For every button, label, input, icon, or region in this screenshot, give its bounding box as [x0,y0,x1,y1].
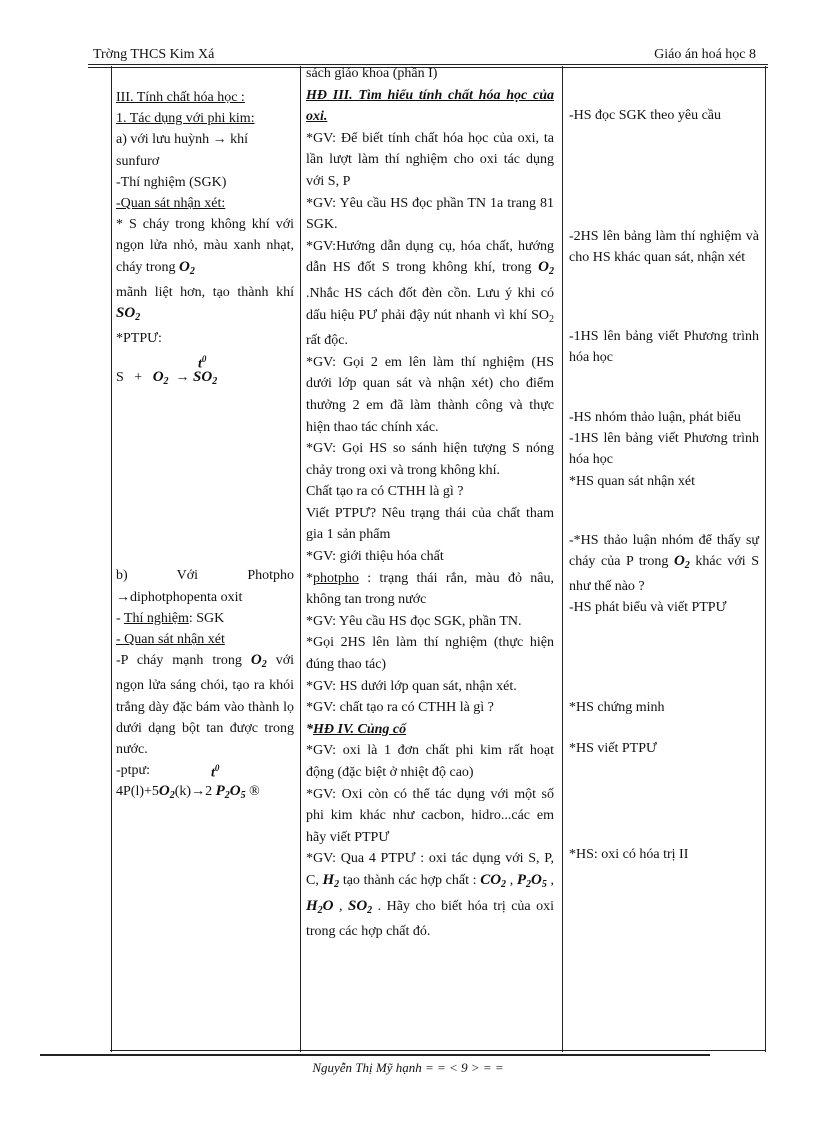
student-item: -1HS lên bảng viết Phương trình hóa học [569,431,759,468]
student-item: *HS: oxi có hóa trị II [569,847,689,863]
gv-paragraph: *GV: Gọi HS so sánh hiện tượng S nóng chảy trong oxi và trong không khí. [306,441,554,478]
top-cut-text: sách giáo khoa (phần I) [306,66,438,81]
table-border-right [765,66,766,1052]
gv-paragraph: *GV: oxi là 1 đơn chất phi kim rất hoạt động (đặc biệt ở nhiệt độ cao) [306,743,554,780]
equation-sulfur: $t^0$ S + $O_2 \to SO_2$ [116,354,218,388]
table-divider-1 [300,66,301,1052]
student-item: -*HS thảo luận nhóm để thấy sự cháy của P trong $O_2$ khác với S như thế nào ? [569,532,759,595]
gv-paragraph: *GV: Để biết tính chất hóa học của oxi, ta lần lượt làm thí nghiệm cho oxi tác dụng với S, P [306,130,554,189]
table-divider-2 [562,66,563,1052]
content-column [116,87,294,802]
student-item: -HS đọc SGK theo yêu cầu [569,108,722,123]
observation-text: * S cháy trong không khí với ngọn lửa nhỏ, màu xanh nhạt, cháy trong $O_2$ mãnh liệt hơn, tạo thành khí $SO_2$ [116,217,294,324]
observation-b-label: - Quan sát nhận xét [116,632,225,648]
student-item: -1HS lên bảng viết Phương trình hóa học [569,328,759,365]
gv-paragraph: *GV: Qua 4 PTPƯ : oxi tác dụng với S, P, C, $H_2$ tạo thành các hợp chất : $CO_2$ , $P_2O_5$ , $H_2O$ , $SO_2$ . Hãy cho biết hóa trị của oxi trong các hợp chất đó. [306,851,555,940]
gv-paragraph: *GV: Gọi 2 em lên làm thí nghiệm (HS dưới lớp quan sát và nhận xét) cho điểm thưởng 2 em đã làm thành công và thực hiện thao tác chính xác. [306,354,554,435]
gv-paragraph: Viết PTPƯ? Nêu trạng thái của chất tham gia 1 sản phẩm [306,505,554,543]
gv-paragraph: *GV: giới thiệu hóa chất [306,549,444,565]
page-footer: Nguyễn Thị Mỹ hạnh = = < 9 > = = [312,1060,504,1075]
gv-paragraph: *Gọi 2HS lên làm thí nghiệm (thực hiện đúng thao tác) [306,635,554,673]
gv-paragraph: *GV: Yêu cầu HS đọc phần TN 1a trang 81 SGK. [306,195,554,233]
header-right: Giáo án hoá học 8 [654,47,756,62]
hd3-title: HĐ III. Tìm hiểu tính chất hóa học của oxi. [306,87,554,125]
gv-paragraph: *photpho : trạng thái rắn, màu đỏ nâu, không tan trong nước [306,570,554,608]
hd4-title: *HĐ IV. Củng cố [306,721,407,737]
student-item: *HS viết PTPƯ [569,740,657,756]
student-column [569,105,759,865]
student-item: -HS phát biểu và viết PTPƯ [569,600,727,616]
experiment-label: -Thí nghiệm (SGK) [116,174,227,190]
ptpu-label: *PTPƯ: [116,331,162,347]
observation-label: -Quan sát nhận xét: [116,196,226,212]
item-b: b) Với Photpho →diphotphopenta oxit [116,568,294,605]
student-item: -2HS lên bảng làm thí nghiệm và cho HS khác quan sát, nhận xét [569,229,759,266]
student-item: -HS nhóm thảo luận, phát biểu [569,410,741,426]
table-border-left [111,66,112,1052]
activity-column [306,63,554,943]
header-left: Trờng THCS Kim Xá [93,47,215,62]
student-item: *HS quan sát nhận xét [569,473,695,489]
table-bottom-border [110,1050,766,1051]
gv-paragraph: *GV: Yêu cầu HS đọc SGK, phần TN. [306,613,522,629]
section-title: III. Tính chất hóa học : [116,90,245,105]
item-1a: a) với lưu huỳnh → khí sunfurơ [116,132,249,169]
gv-paragraph: *GV: Oxi còn có thể tác dụng với một số phi kim khác như cacbon, hidro...các em hãy viết PTPƯ [306,786,554,845]
student-item: *HS chứng minh [569,699,665,715]
gv-paragraph: Chất tạo ra có CTHH là gì ? [306,484,464,500]
experiment-b: - Thí nghiệm: SGK [116,610,225,626]
footer-rule [40,1054,710,1056]
gv-paragraph: *GV:Hướng dẫn dụng cụ, hóa chất, hướng dẫn HS đốt S trong không khí, trong $O_2$ .Nhắc HS cách đốt đèn cồn. Lưu ý khi có dấu hiệu PƯ phải đậy nút nhanh vì khí $SO_2$ rất độc. [306,238,554,349]
item-1: 1. Tác dụng với phi kim: [116,111,255,127]
gv-paragraph: *GV: chất tạo ra có CTHH là gì ? [306,700,494,716]
observation-b-text: -P cháy mạnh trong $O_2$ với ngọn lửa sáng chói, tạo ra khói trắng dày đặc bám vào thành lọ dưới dạng bột tan được trong nước. [116,652,294,758]
equation-phosphorus: -ptpư: $t^0$ $4P(l)+5O_2(k)\to 2$ $P_2O_5$ ® [116,763,260,802]
gv-paragraph: *GV: HS dưới lớp quan sát, nhận xét. [306,678,517,694]
